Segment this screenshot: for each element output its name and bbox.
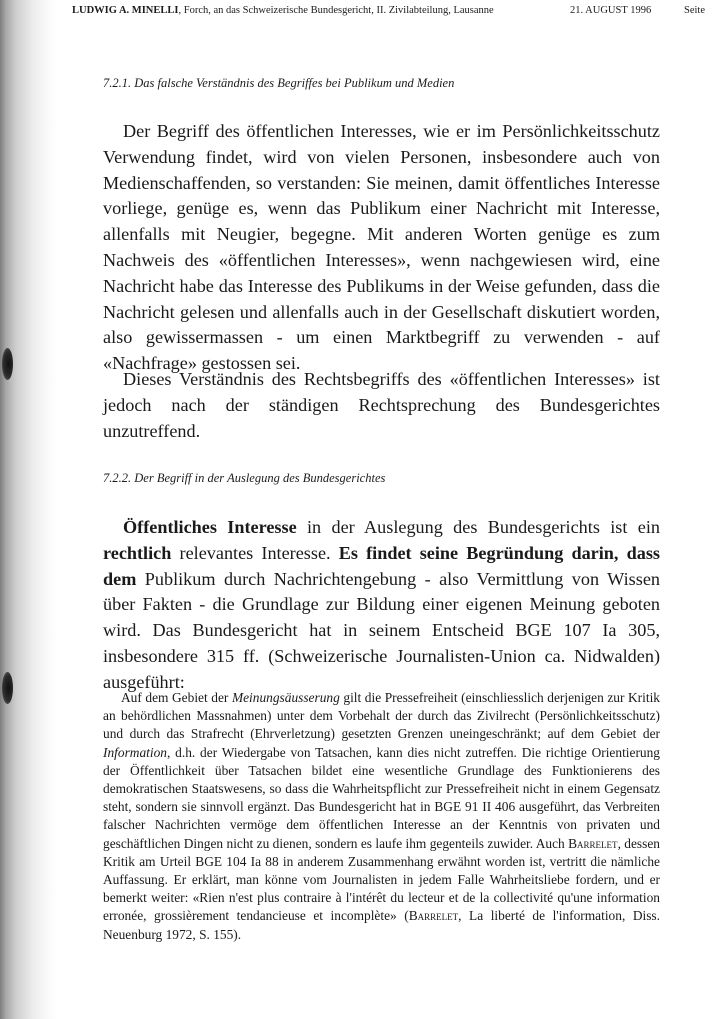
header-date: 21. AUGUST 1996: [570, 5, 652, 16]
paragraph-text: relevantes Interesse.: [171, 542, 339, 563]
quote-text: , d.h. der Wiedergabe von Tatsachen, kann dies nicht zutreffen. Die richtige Orientierung der Öffentlichkeit über Tatsachen bildet eine wesentliche Grundlage des Funktionierens des demokratischen Staatswesens, so dass die Wahrheitspflicht zur Pressefreiheit nicht in einem Gegensatz steht, sondern sie sinnvoll ergänzt. Das Bundesgericht hat in BGE 91 II 406 ausgeführt, das Verbreiten falscher Nachrichten vermöge dem öffentlichen Interesse an der Kenntnis von privaten und geschäftlichen Dingen nicht zu dienen, sondern es laufe ihm gegenteils zuwider. Auch: [103, 744, 660, 851]
quote-text: , La liberté de l'information, Diss. Neuenburg 1972, S. 155).: [103, 908, 660, 942]
page-header: [72, 4, 712, 18]
scan-shadow-gutter: [0, 0, 58, 1019]
bold-phrase: Es findet seine Begründung darin, dass dem: [103, 542, 660, 589]
header-page-label: Seite: [684, 5, 705, 16]
section-heading: 7.2.1. Das falsche Verständnis des Begriffes bei Publikum und Medien: [103, 76, 455, 90]
bold-term: Öffentliches Interesse: [123, 517, 297, 537]
quote-author-name: Barrelet: [568, 835, 618, 851]
paragraph-text: Der Begriff des öffentlichen Interesses, wie er im Persönlichkeitsschutz Verwendung findet, wird von vielen Personen, insbesondere auch von Medienschaffenden, so verstanden: Sie meinen, damit öffentliches Interesse vorliege, genüge es, wenn das Publikum einer Nachricht mit Interesse, allenfalls mit Neugier, begegne. Mit anderen Worten genüge es zum Nachweis des «öffentlichen Interesses», wenn nachgewiesen wird, eine Nachricht habe das Interesse des Publikums in der Weise gefunden, dass die Nachricht gelesen und allenfalls auch in der Gesellschaft diskutiert worden, also gewissermassen - um einen Marktbegriff zu verwenden - auf «Nachfrage» gestossen sei.: [103, 121, 660, 374]
body-paragraph: [103, 515, 660, 696]
quote-text: , dessen Kritik am Urteil BGE 104 Ia 88 in anderem Zusammenhang erwähnt worden ist, vertritt die nämliche Auffassung. Er erklärt, man könne vom Journalisten in jedem Falle Wahrheitsliebe fordern, und er bemerkt weiter: «Rien n'est plus contraire à l'intérêt du lecteur et de la collectivité qu'une information erronée, grossièrement tendancieuse et incomplète» (: [103, 835, 660, 924]
punch-hole: [2, 672, 13, 704]
body-paragraph: [103, 119, 660, 377]
paragraph-text: Publikum durch Nachrichtengebung - also Vermittlung von Wissen über Fakten - die Grundlage zur Bildung einer eigenen Meinung geboten wird. Das Bundesgericht hat in seinem Entscheid BGE 107 Ia 305, insbesondere 315 ff. (Schweizerische Journalisten-Union ca. Nidwalden) ausgeführt:: [103, 568, 660, 692]
quote-author-name: Barrelet: [408, 908, 459, 924]
quote-text: gilt die Pressefreiheit (einschliesslich derjenigen zur Kritik an behördlichen Massnahmen) unter dem Vorbehalt der durch das Zivilrecht (Persönlichkeitsschutz) und durch das Strafrecht (Ehrverletzung) gesetzten Grenzen uneingeschränkt; auf dem Gebiet der: [103, 690, 660, 742]
header-author: LUDWIG A. MINELLI: [72, 5, 179, 16]
paragraph-text: in der Auslegung des Bundesgerichts ist ein: [296, 517, 660, 537]
quote-italic-term: Meinungsäusserung: [231, 690, 340, 705]
quote-italic-term: Information: [103, 744, 167, 760]
paragraph-text: Dieses Verständnis des Rechtsbegriffs des «öffentlichen Interesses» ist jedoch nach der ständigen Rechtsprechung des Bundesgerichtes unzutreffend.: [103, 369, 660, 441]
block-quote: [103, 689, 660, 944]
section-heading: 7.2.2. Der Begriff in der Auslegung des Bundesgerichtes: [103, 471, 386, 485]
header-affiliation: , Forch, an das Schweizerische Bundesgericht, II. Zivilabteilung, Lausanne: [178, 5, 494, 16]
quote-text: Auf dem Gebiet der: [121, 690, 232, 705]
bold-term: rechtlich: [103, 542, 172, 563]
body-paragraph: [103, 367, 660, 444]
punch-hole: [2, 348, 13, 380]
